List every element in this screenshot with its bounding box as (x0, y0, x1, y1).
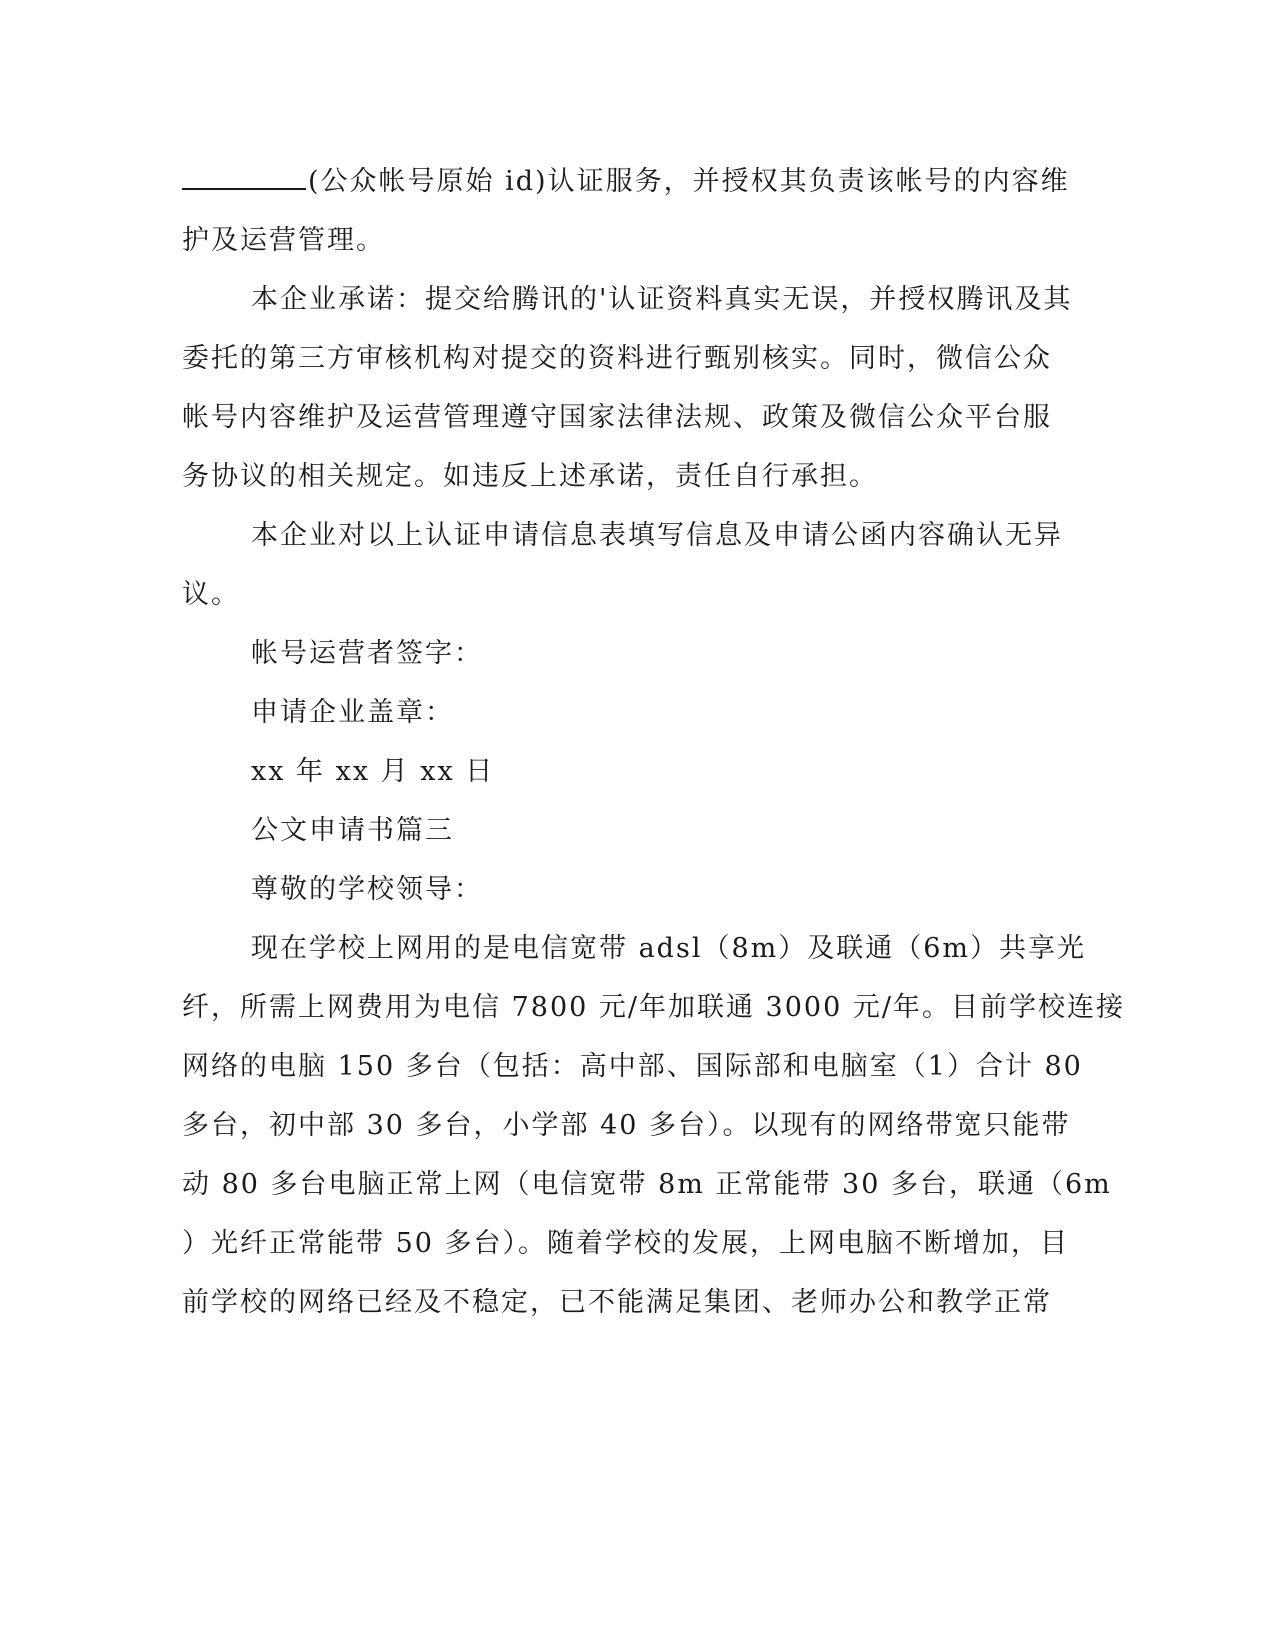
paragraph-line: 动 80 多台电脑正常上网（电信宽带 8m 正常能带 30 多台，联通（6m (182, 1169, 1112, 1200)
paragraph-line: 纤，所需上网费用为电信 7800 元/年加联通 3000 元/年。目前学校连接 (182, 992, 1125, 1023)
date-line: xx 年 xx 月 xx 日 (251, 756, 495, 787)
paragraph-line: 帐号内容维护及运营管理遵守国家法律法规、政策及微信公众平台服 (182, 402, 1052, 433)
paragraph-line (182, 162, 1070, 202)
paragraph-line: 现在学校上网用的是电信宽带 adsl（8m）及联通（6m）共享光 (251, 933, 1087, 964)
paragraph-line: 本企业对以上认证申请信息表填写信息及申请公函内容确认无异 (251, 520, 1063, 551)
paragraph-line: 多台，初中部 30 多台，小学部 40 多台）。以现有的网络带宽只能带 (182, 1110, 1071, 1141)
fill-in-blank (182, 166, 306, 190)
paragraph-line: ）光纤正常能带 50 多台）。随着学校的发展，上网电脑不断增加，目 (182, 1228, 1070, 1259)
paragraph-line: 议。 (182, 579, 240, 610)
paragraph-line: 网络的电脑 150 多台（包括：高中部、国际部和电脑室（1）合计 80 (182, 1051, 1083, 1082)
section-heading: 公文申请书篇三 (251, 815, 454, 846)
paragraph-line: 护及运营管理。 (182, 225, 385, 256)
paragraph-line: 委托的第三方审核机构对提交的资料进行甄别核实。同时，微信公众 (182, 343, 1052, 374)
paragraph-line: 务协议的相关规定。如违反上述承诺，责任自行承担。 (182, 461, 878, 492)
line-text: (公众帐号原始 id)认证服务，并授权其负责该帐号的内容维 (308, 166, 1070, 197)
salutation: 尊敬的学校领导： (251, 874, 483, 905)
paragraph-line: 前学校的网络已经及不稳定，已不能满足集团、老师办公和教学正常 (182, 1287, 1052, 1318)
seal-label: 申请企业盖章： (251, 697, 454, 728)
paragraph-line: 本企业承诺：提交给腾讯的'认证资料真实无误，并授权腾讯及其 (251, 284, 1073, 315)
signature-label: 帐号运营者签字： (251, 638, 483, 669)
